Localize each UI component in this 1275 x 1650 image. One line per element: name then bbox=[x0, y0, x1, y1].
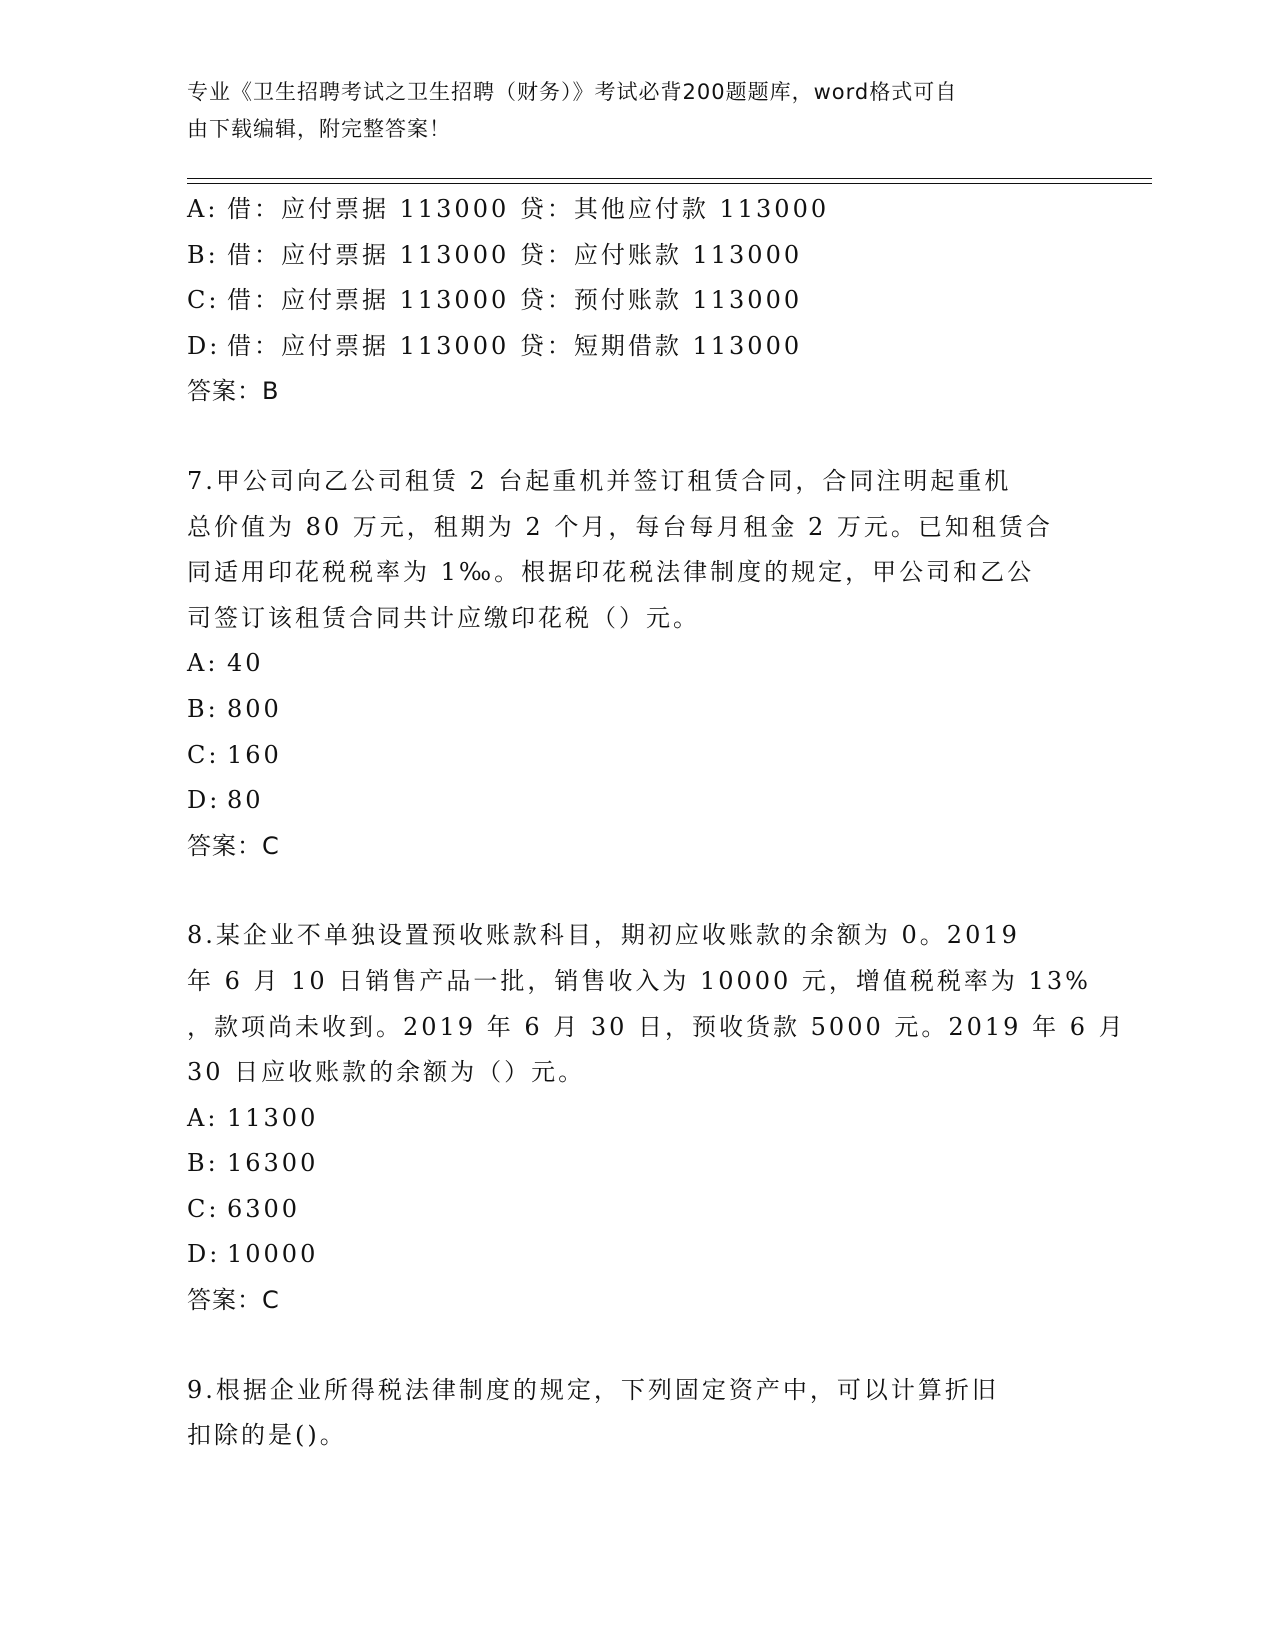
header-line-1: 专业《卫生招聘考试之卫生招聘（财务）》考试必背200题题库，word格式可自 bbox=[187, 80, 958, 104]
option-a: A: 40 bbox=[187, 649, 264, 678]
question-text-line: 7.甲公司向乙公司租赁 2 台起重机并签订租赁合同，合同注明起重机 bbox=[187, 466, 1012, 495]
question-text-line: 总价值为 80 万元，租期为 2 个月，每台每月租金 2 万元。已知租赁合 bbox=[187, 512, 1053, 541]
option-d: D: 借：应付票据 113000 贷：短期借款 113000 bbox=[187, 331, 803, 360]
option-b: B: 800 bbox=[187, 694, 282, 723]
question-text-line: 8.某企业不单独设置预收账款科目，期初应收账款的余额为 0。2019 bbox=[187, 921, 1020, 950]
option-b: B: 借：应付票据 113000 贷：应付账款 113000 bbox=[187, 240, 803, 269]
option-a: A: 借：应付票据 113000 贷：其他应付款 113000 bbox=[187, 195, 830, 223]
answer-line: 答案：C bbox=[187, 1286, 280, 1315]
answer-line: 答案：B bbox=[187, 377, 280, 406]
option-d: D: 10000 bbox=[187, 1240, 319, 1269]
question-8 bbox=[187, 913, 1126, 1323]
option-b: B: 16300 bbox=[187, 1149, 319, 1178]
option-d: D: 80 bbox=[187, 786, 264, 815]
question-text-line: 年 6 月 10 日销售产品一批，销售收入为 10000 元，增值税税率为 13% bbox=[187, 966, 1091, 995]
option-a: A: 11300 bbox=[187, 1103, 319, 1132]
header-divider-bottom bbox=[187, 183, 1152, 184]
question-9 bbox=[187, 1368, 1087, 1459]
document-header bbox=[187, 74, 1067, 148]
question-6-tail bbox=[187, 187, 1087, 415]
question-text-line: 9.根据企业所得税法律制度的规定，下列固定资产中，可以计算折旧 bbox=[187, 1375, 999, 1404]
question-text-line: ，款项尚未收到。2019 年 6 月 30 日，预收货款 5000 元。2019 年 6 月 bbox=[187, 1012, 1126, 1041]
option-c: C: 6300 bbox=[187, 1194, 301, 1223]
question-text-line: 扣除的是()。 bbox=[187, 1421, 347, 1450]
question-text-line: 30 日应收账款的余额为（）元。 bbox=[187, 1058, 586, 1087]
answer-line: 答案：C bbox=[187, 831, 280, 860]
question-text-line: 同适用印花税税率为 1‰。根据印花税法律制度的规定，甲公司和乙公 bbox=[187, 558, 1035, 587]
option-c: C: 160 bbox=[187, 740, 282, 769]
question-7 bbox=[187, 459, 1087, 869]
question-text-line: 司签订该租赁合同共计应缴印花税（）元。 bbox=[187, 603, 700, 632]
header-line-2: 由下载编辑，附完整答案！ bbox=[187, 117, 451, 141]
document-body bbox=[187, 187, 1126, 1459]
option-c: C: 借：应付票据 113000 贷：预付账款 113000 bbox=[187, 286, 803, 315]
header-divider-top bbox=[187, 178, 1152, 179]
